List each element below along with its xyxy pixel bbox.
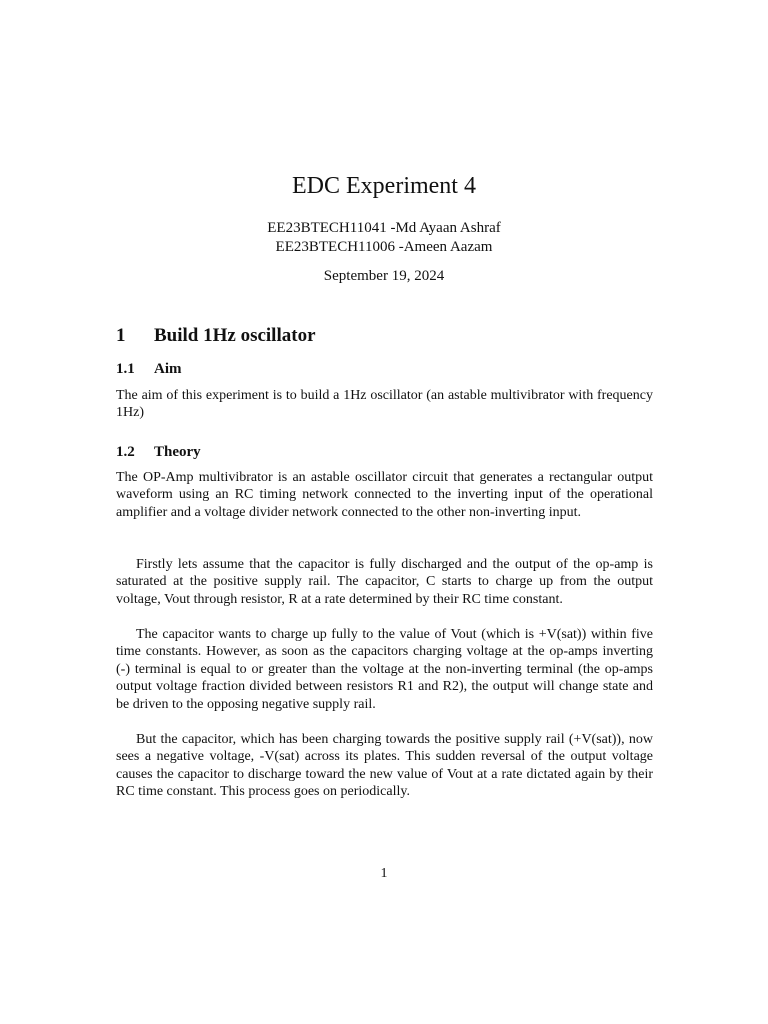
author-line: EE23BTECH11041 -Md Ayaan Ashraf	[267, 220, 501, 236]
document-date: September 19, 2024	[323, 268, 445, 284]
aim-paragraph: The aim of this experiment is to build a 1Hz oscillator (an astable multivibrator with frequency 1Hz)	[116, 388, 653, 421]
theory-paragraph: Firstly lets assume that the capacitor is fully discharged and the output of the op-amp is saturated at the positive supply rail. The capacitor, C starts to charge up from the output voltage, Vout through resistor, R at a rate determined by their RC time constant.	[116, 557, 653, 607]
subsection-number: 1.1	[116, 361, 135, 377]
subsection-heading-theory	[116, 442, 201, 462]
theory-paragraph: The OP-Amp multivibrator is an astable oscillator circuit that generates a rectangular output waveform using an RC timing network connected to the inverting input of the operational amplifier and a voltage divider network connected to the other non-inverting input.	[116, 470, 653, 520]
theory-paragraph: But the capacitor, which has been charging towards the positive supply rail (+V(sat)), now sees a negative voltage, -V(sat) across its plates. This sudden reversal of the output voltage causes the capacitor to discharge toward the new value of Vout at a rate dictated again by their RC time constant. This process goes on periodically.	[116, 732, 653, 800]
author-list	[0, 219, 768, 257]
theory-paragraph: The capacitor wants to charge up fully to the value of Vout (which is +V(sat)) within five time constants. However, as soon as the capacitors charging voltage at the op-amps inverting (-) terminal is equal to or greater than the voltage at the non-inverting terminal (the op-amps output voltage fraction divided between resistors R1 and R2), the output will change state and be driven to the opposing negative supply rail.	[116, 627, 653, 712]
page-number: 1	[380, 866, 388, 881]
subsection-title: Theory	[154, 444, 201, 460]
section-title: Build 1Hz oscillator	[154, 325, 316, 346]
section-number: 1	[116, 325, 126, 346]
subsection-heading-aim	[116, 359, 182, 379]
section-heading	[116, 324, 316, 348]
subsection-title: Aim	[154, 361, 182, 377]
document-title: EDC Experiment 4	[292, 173, 476, 199]
author-line: EE23BTECH11006 -Ameen Aazam	[275, 239, 493, 255]
subsection-number: 1.2	[116, 444, 135, 460]
